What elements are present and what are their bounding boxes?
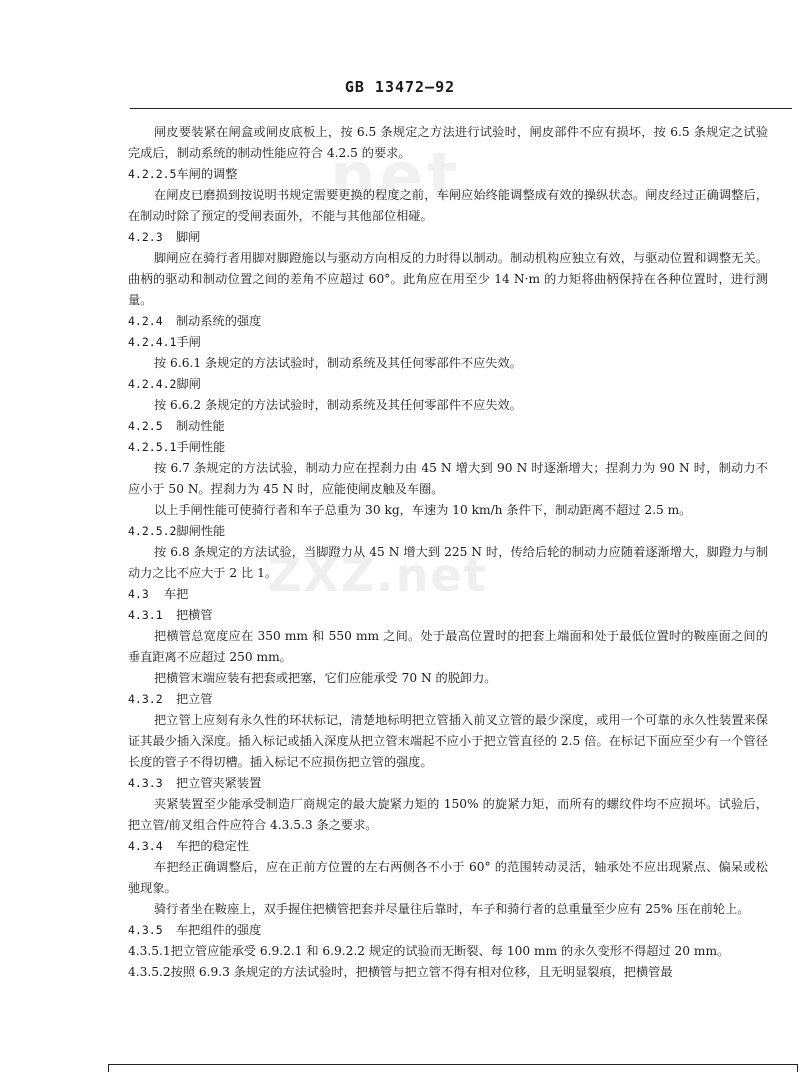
section-heading bbox=[128, 521, 768, 542]
paragraph: 按 6.6.1 条规定的方法试验时，制动系统及其任何零部件不应失效。 bbox=[154, 356, 522, 370]
section-number: 4.2.2.5 bbox=[128, 167, 177, 181]
section-title: 手闸性能 bbox=[176, 440, 226, 454]
section-title: 车闸的调整 bbox=[176, 167, 238, 181]
paragraph: 脚闸应在骑行者用脚对脚蹬施以与驱动方向相反的力时得以制动。制动机构应独立有效，与驱动位置和调整无关。曲柄的驱动和制动位置之间的差角不应超过 60°。此角应在用至少 14 N·m 的力矩将曲柄保持在各种位置时，进行测量。 bbox=[128, 251, 768, 307]
section-title: 脚闸性能 bbox=[176, 524, 226, 538]
section-title: 车把的稳定性 bbox=[176, 839, 250, 853]
paragraph: 把横管末端应装有把套或把塞，它们应能承受 70 N 的脱卸力。 bbox=[154, 671, 497, 685]
section-heading bbox=[128, 374, 768, 395]
section-title: 车把 bbox=[164, 587, 189, 601]
section-number: 4.3.2 bbox=[128, 692, 163, 706]
section-number: 4.2.4 bbox=[128, 314, 163, 328]
header-rule bbox=[130, 108, 792, 109]
section-heading bbox=[128, 227, 768, 248]
paragraph: 按 6.8 条规定的方法试验，当脚蹬力从 45 N 增大到 225 N 时，传给后轮的制动力应随着逐渐增大，脚蹬力与制动力之比不应大于 2 比 1。 bbox=[128, 545, 768, 580]
section-number: 4.2.5.1 bbox=[128, 440, 177, 454]
section-heading bbox=[128, 920, 768, 941]
paragraph: 在闸皮已磨损到按说明书规定需要更换的程度之前，车闸应始终能调整成有效的操纵状态。闸皮经过正确调整后，在制动时除了预定的受闸表面外，不能与其他部位相碰。 bbox=[128, 188, 768, 223]
paragraph: 闸皮要装紧在闸盒或闸皮底板上，按 6.5 条规定之方法进行试验时，闸皮部件不应有损坏，按 6.5 条规定之试验完成后，制动系统的制动性能应符合 4.2.5 的要求。 bbox=[128, 125, 768, 160]
clause bbox=[128, 941, 768, 962]
section-title: 脚闸 bbox=[176, 377, 201, 391]
section-number: 4.3.4 bbox=[128, 839, 163, 853]
section-title: 制动系统的强度 bbox=[176, 314, 262, 328]
section-number: 4.3.1 bbox=[128, 608, 163, 622]
paragraph: 把横管总宽度应在 350 mm 和 550 mm 之间。处于最高位置时的把套上端面和处于最低位置时的鞍座面之间的垂直距离不应超过 250 mm。 bbox=[128, 629, 768, 664]
section-number: 4.2.4.1 bbox=[128, 335, 177, 349]
section-number: 4.3.5 bbox=[128, 923, 163, 937]
section-heading bbox=[128, 689, 768, 710]
clause bbox=[128, 962, 768, 983]
page-header: GB 13472—92 bbox=[344, 78, 456, 96]
paragraph: 以上手闸性能可使骑行者和车子总重为 30 kg，车速为 10 km/h 条件下，制动距离不超过 2.5 m。 bbox=[154, 503, 692, 517]
section-heading bbox=[128, 416, 768, 437]
section-heading bbox=[128, 605, 768, 626]
section-title: 手闸 bbox=[176, 335, 201, 349]
section-title: 车把组件的强度 bbox=[176, 923, 262, 937]
clause-text: 按照 6.9.3 条规定的方法试验时，把横管与把立管不得有相对位移，且无明显裂痕，把横管最 bbox=[170, 965, 673, 979]
paragraph: 按 6.6.2 条规定的方法试验时，制动系统及其任何零部件不应失效。 bbox=[154, 398, 522, 412]
section-number: 4.3 bbox=[128, 587, 149, 601]
section-number: 4.2.4.2 bbox=[128, 377, 177, 391]
watermark: net bbox=[330, 140, 462, 214]
section-heading bbox=[128, 836, 768, 857]
section-number: 4.3.5.2 bbox=[128, 965, 171, 979]
section-title: 制动性能 bbox=[176, 419, 225, 433]
section-number: 4.2.5.2 bbox=[128, 524, 177, 538]
paragraph: 骑行者坐在鞍座上，双手握住把横管把套并尽量往后靠时，车子和骑行者的总重量至少应有 25% 压在前轮上。 bbox=[154, 902, 750, 916]
document-body bbox=[128, 122, 768, 983]
section-number: 4.3.5.1 bbox=[128, 944, 171, 958]
section-heading bbox=[128, 164, 768, 185]
paragraph: 把立管上应刻有永久性的环状标记，清楚地标明把立管插入前叉立管的最少深度，或用一个可靠的永久性装置来保证其最少插入深度。插入标记或插入深度从把立管末端起不应小于把立管直径的 2.5 倍。在标记下面应至少有一个管径长度的管子不得切槽。插入标记不应损伤把立管的强度。 bbox=[128, 713, 768, 769]
section-number: 4.3.3 bbox=[128, 776, 163, 790]
paragraph: 夹紧装置至少能承受制造厂商规定的最大旋紧力矩的 150% 的旋紧力矩，而所有的螺纹件均不应损坏。试验后，把立管/前叉组合件应符合 4.3.5.3 条之要求。 bbox=[128, 797, 768, 832]
section-number: 4.2.5 bbox=[128, 419, 163, 433]
section-heading bbox=[128, 584, 768, 605]
section-number: 4.2.3 bbox=[128, 230, 163, 244]
clause-text: 把立管应能承受 6.9.2.1 和 6.9.2.2 规定的试验而无断裂、每 100 mm 的永久变形不得超过 20 mm。 bbox=[170, 944, 730, 958]
section-heading bbox=[128, 437, 768, 458]
section-title: 把立管 bbox=[176, 692, 213, 706]
section-title: 把立管夹紧装置 bbox=[176, 776, 262, 790]
section-title: 脚闸 bbox=[176, 230, 201, 244]
footer-frame bbox=[108, 1064, 798, 1072]
section-heading bbox=[128, 311, 768, 332]
paragraph: 车把经正确调整后，应在正前方位置的左右两侧各不小于 60° 的范围转动灵活，轴承处不应出现紧点、偏呆或松驰现象。 bbox=[128, 860, 768, 895]
watermark-2: ZXZ.net bbox=[268, 548, 488, 602]
section-heading bbox=[128, 773, 768, 794]
paragraph: 按 6.7 条规定的方法试验，制动力应在捏刹力由 45 N 增大到 90 N 时逐渐增大；捏刹力为 90 N 时，制动力不应小于 50 N。捏刹力为 45 N 时，应能使闸皮触及车圈。 bbox=[128, 461, 768, 496]
section-title: 把横管 bbox=[176, 608, 213, 622]
section-heading bbox=[128, 332, 768, 353]
